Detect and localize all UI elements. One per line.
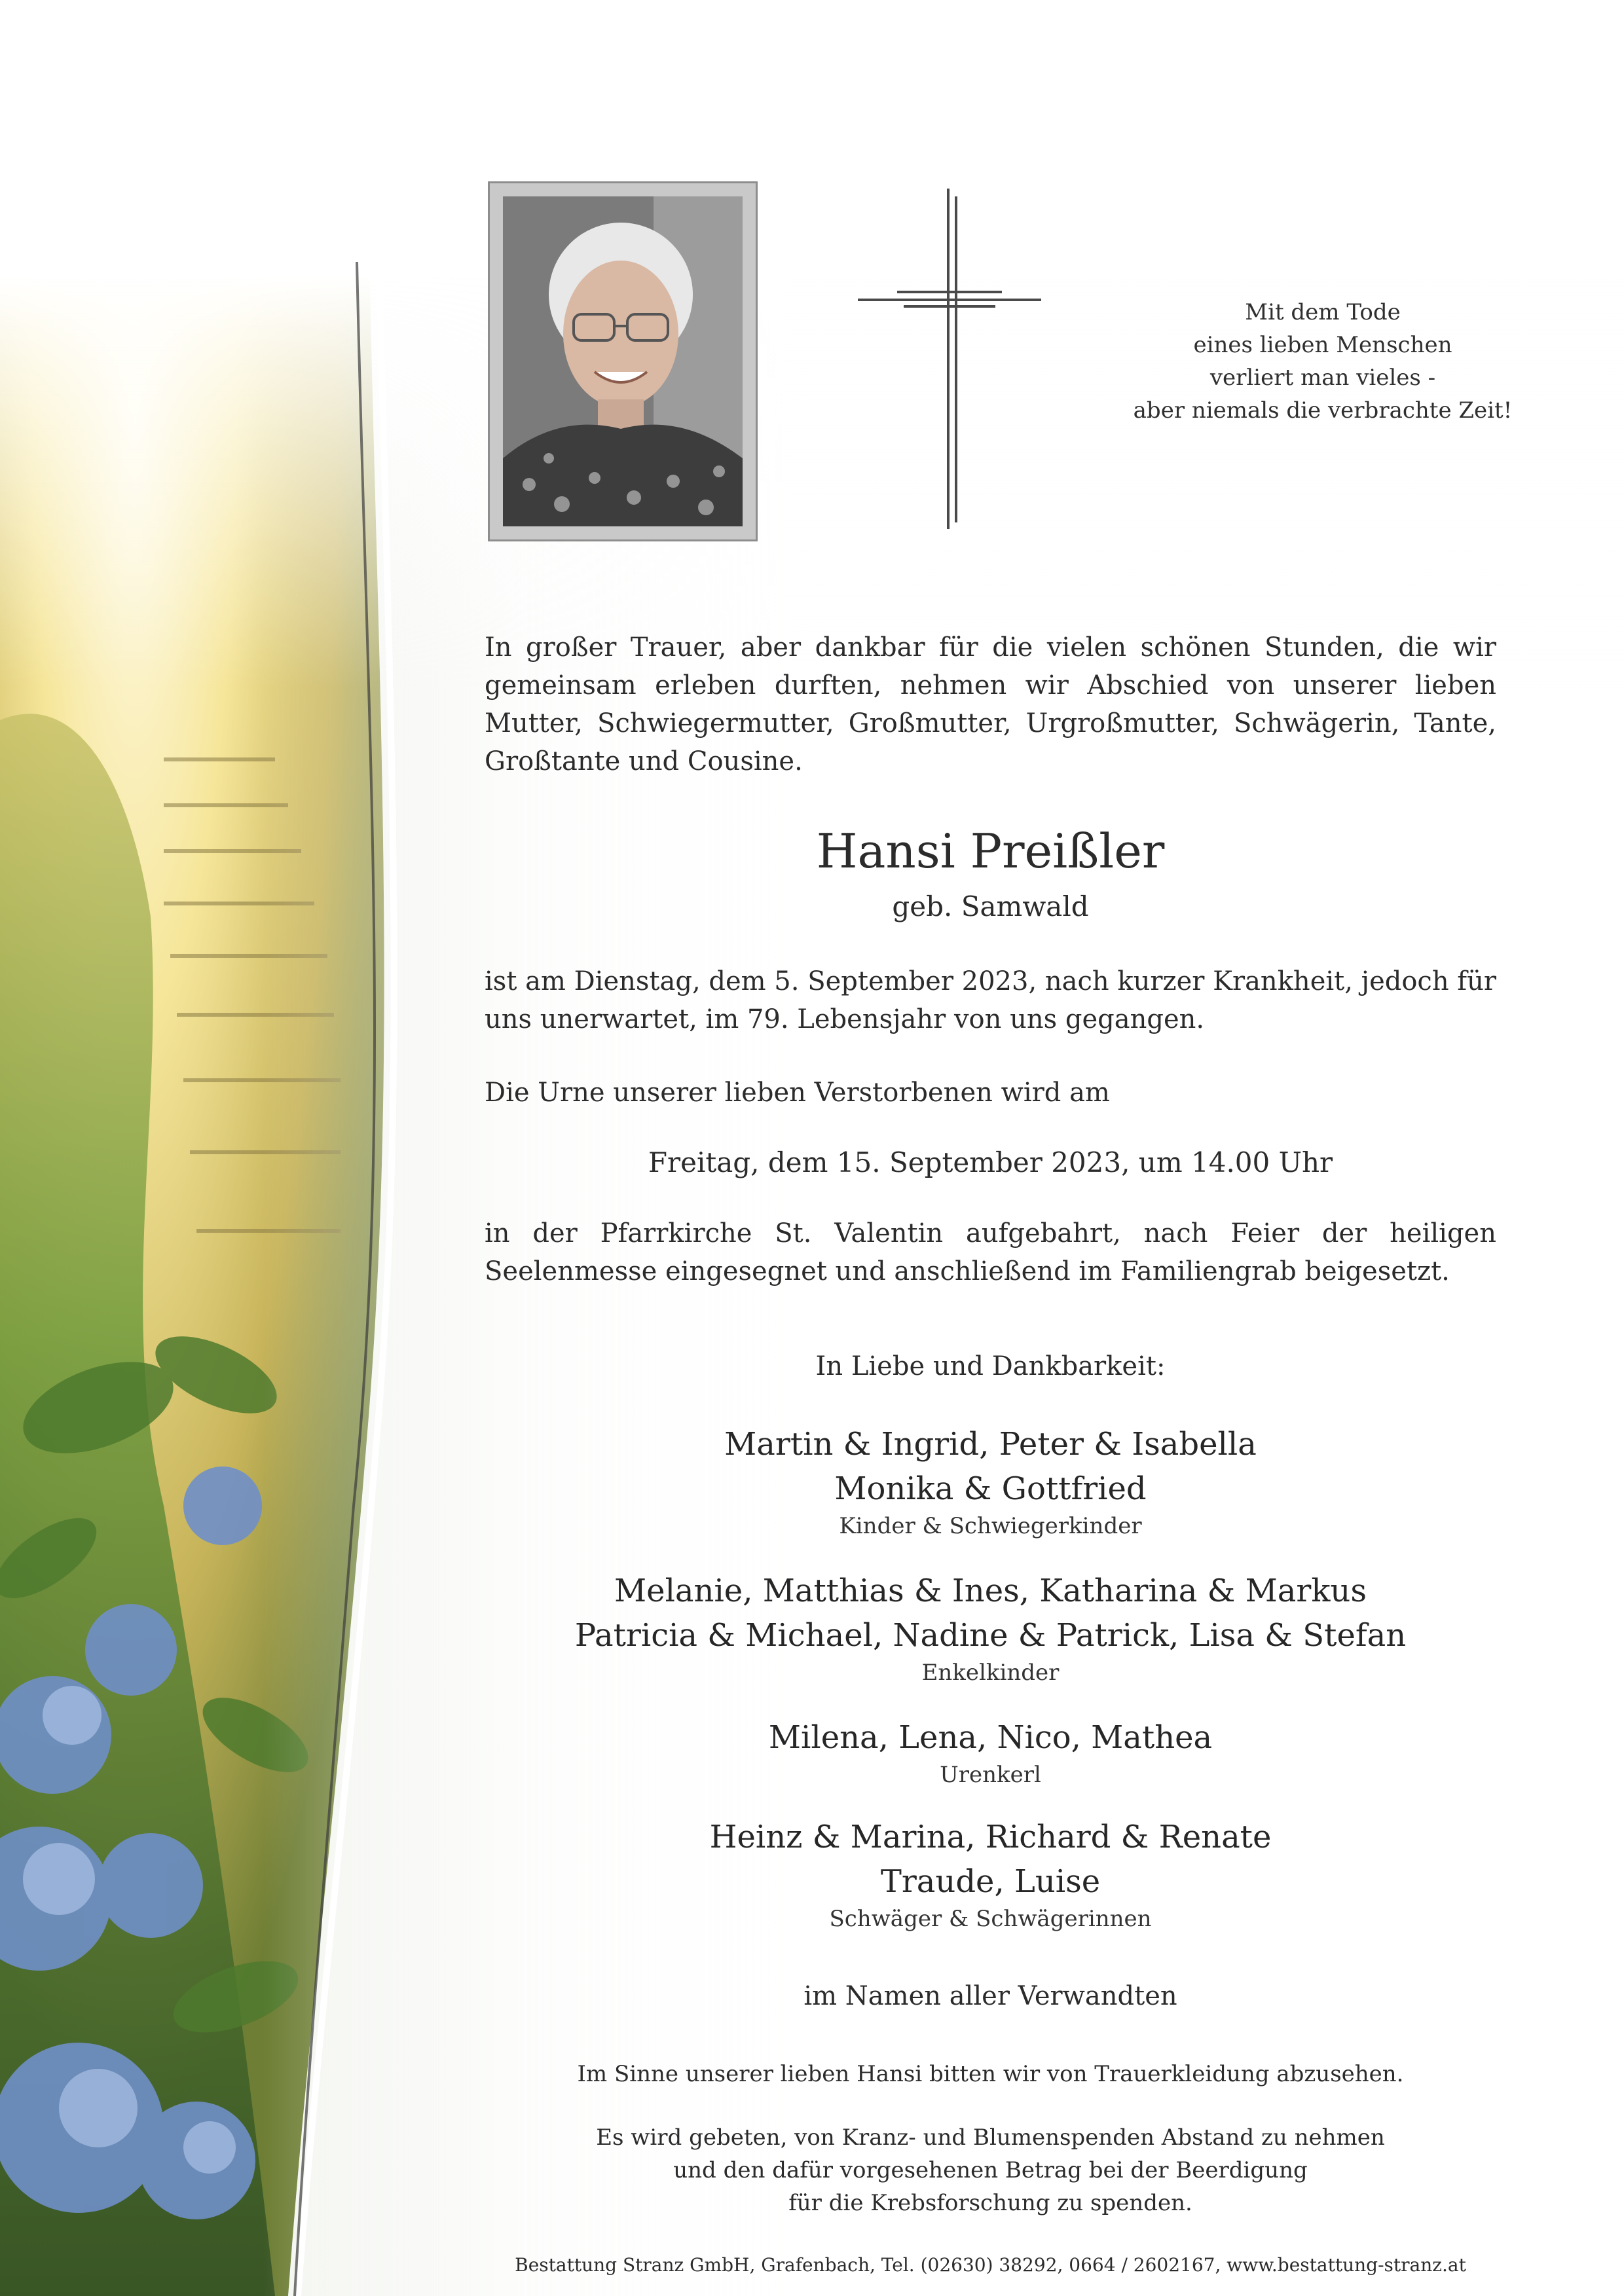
donation-line: für die Krebsforschung zu spenden.: [788, 2190, 1192, 2216]
family-relation: Schwäger & Schwägerinnen: [829, 1906, 1152, 1932]
family-names: Melanie, Matthias & Ines, Katharina & Markus: [614, 1573, 1367, 1609]
family-relation: Kinder & Schwiegerkinder: [839, 1513, 1142, 1539]
portrait-photo: [503, 196, 743, 526]
intro-paragraph: In großer Trauer, aber dankbar für die vielen schönen Stunden, die wir gemeinsam erleben durften, nehmen wir Abschied von unserer lieben Mutter, Schwiegermutter, Großmutter, Urgroßmutter, Schwägerin, Tante, Großtante und Cousine.: [485, 632, 1496, 776]
family-names: Patricia & Michael, Nadine & Patrick, Lisa & Stefan: [574, 1617, 1407, 1654]
quote-line: eines lieben Menschen: [1193, 332, 1452, 358]
funeral-date: Freitag, dem 15. September 2023, um 14.00 Uhr: [648, 1146, 1333, 1178]
funeral-home-footer: Bestattung Stranz GmbH, Grafenbach, Tel. (02630) 38292, 0664 / 2602167, www.bestattung-stranz.at: [515, 2254, 1466, 2276]
family-group-great-grandchildren: [485, 1715, 1496, 1790]
clothing-note: Im Sinne unserer lieben Hansi bitten wir von Trauerkleidung abzusehen.: [577, 2061, 1404, 2087]
family-relation: Enkelkinder: [921, 1660, 1060, 1686]
deceased-name: Hansi Preißler: [816, 824, 1165, 879]
family-names: Martin & Ingrid, Peter & Isabella: [724, 1426, 1257, 1463]
thanks-line: In Liebe und Dankbarkeit:: [815, 1351, 1166, 1381]
relatives-line: im Namen aller Verwandten: [803, 1981, 1177, 2011]
donation-line: und den dafür vorgesehenen Betrag bei der Beerdigung: [673, 2157, 1308, 2183]
portrait-illustration: [503, 196, 743, 526]
quote-line: verliert man vieles -: [1209, 365, 1436, 391]
ceremony-paragraph: in der Pfarrkirche St. Valentin aufgebahrt, nach Feier der heiligen Seelenmesse eingesegnet und anschließend im Familiengrab beigesetzt.: [485, 1218, 1496, 1286]
family-group-grandchildren: [485, 1569, 1496, 1688]
quote-line: aber niemals die verbrachte Zeit!: [1133, 397, 1513, 424]
family-group-in-laws: [485, 1815, 1496, 1934]
family-names: Heinz & Marina, Richard & Renate: [709, 1819, 1272, 1855]
urn-line: Die Urne unserer lieben Verstorbenen wird am: [485, 1078, 1110, 1108]
family-group-children: [485, 1422, 1496, 1541]
memorial-quote: [1107, 296, 1539, 427]
family-relation: Urenkerl: [940, 1762, 1041, 1788]
portrait-photo-frame: [488, 181, 758, 541]
donation-line: Es wird gebeten, von Kranz- und Blumenspenden Abstand zu nehmen: [596, 2124, 1385, 2151]
donation-note: [485, 2121, 1496, 2219]
family-names: Monika & Gottfried: [834, 1470, 1147, 1507]
cross-icon: [858, 189, 1041, 529]
family-names: Milena, Lena, Nico, Mathea: [768, 1719, 1213, 1756]
birth-name: geb. Samwald: [892, 890, 1089, 922]
death-paragraph: ist am Dienstag, dem 5. September 2023, nach kurzer Krankheit, jedoch für uns unerwartet, im 79. Lebensjahr von uns gegangen.: [485, 966, 1496, 1034]
quote-line: Mit dem Tode: [1245, 299, 1401, 325]
family-names: Traude, Luise: [880, 1863, 1101, 1900]
